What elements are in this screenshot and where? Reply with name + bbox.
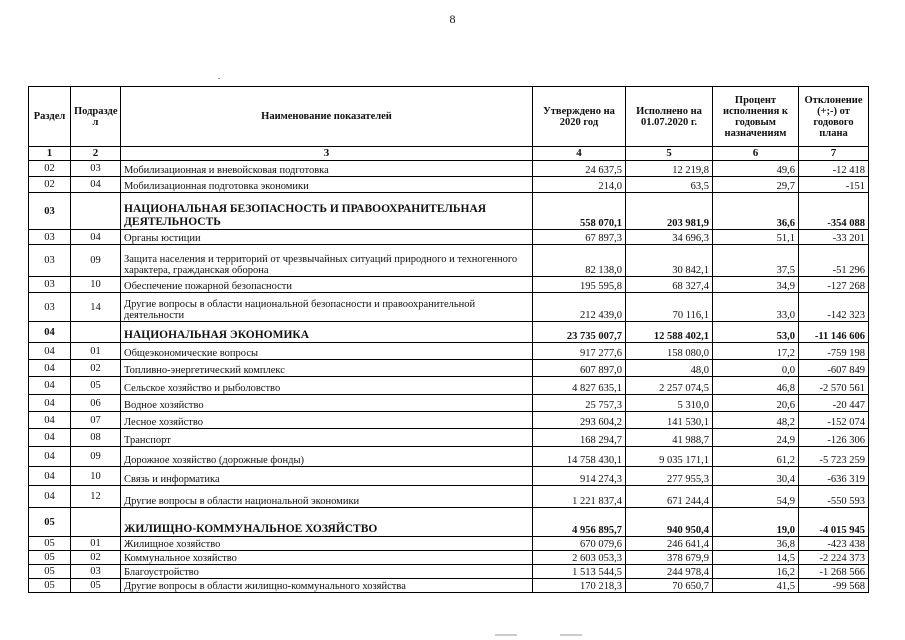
section-code-cell: 05 [29, 508, 71, 537]
section-code-cell: 04 [29, 377, 71, 395]
column-number: 4 [533, 147, 626, 161]
indicator-name-cell: Обеспечение пожарной безопасности [121, 277, 533, 293]
subsection-code-cell: 03 [71, 565, 121, 579]
deviation-cell: -1 268 566 [799, 565, 869, 579]
executed-amount-cell: 203 981,9 [626, 193, 713, 230]
executed-amount-cell: 5 310,0 [626, 395, 713, 412]
approved-amount-cell: 14 758 430,1 [533, 447, 626, 467]
scan-speck [218, 78, 220, 79]
column-number: 7 [799, 147, 869, 161]
header-name: Наименование показателей [121, 87, 533, 147]
percent-cell: 36,8 [713, 537, 799, 551]
executed-amount-cell: 30 842,1 [626, 245, 713, 277]
page-number: 8 [449, 12, 456, 26]
approved-amount-cell: 25 757,3 [533, 395, 626, 412]
subsection-code-cell [71, 193, 121, 230]
scan-mark [495, 634, 517, 636]
approved-amount-cell: 914 274,3 [533, 467, 626, 486]
deviation-cell: -33 201 [799, 230, 869, 245]
table-row [29, 177, 869, 193]
indicator-name-cell: Другие вопросы в области жилищно-коммунального хозяйства [121, 579, 533, 593]
table-row [29, 551, 869, 565]
section-code-cell: 04 [29, 412, 71, 429]
approved-amount-cell: 1 513 544,5 [533, 565, 626, 579]
deviation-cell: -5 723 259 [799, 447, 869, 467]
percent-cell: 24,9 [713, 429, 799, 447]
table-row [29, 579, 869, 593]
executed-amount-cell: 34 696,3 [626, 230, 713, 245]
section-row [29, 322, 869, 343]
table-row [29, 537, 869, 551]
indicator-name-cell: Органы юстиции [121, 230, 533, 245]
indicator-name-cell: Жилищное хозяйство [121, 537, 533, 551]
indicator-name-cell: Защита населения и территорий от чрезвычайных ситуаций природного и техногенного характера, гражданская оборона [121, 245, 533, 277]
subsection-code-cell [71, 322, 121, 343]
table-row [29, 277, 869, 293]
header-deviation: Отклонение (+;-) от годового плана [799, 87, 869, 147]
table-row [29, 565, 869, 579]
scan-mark [560, 634, 582, 636]
deviation-cell: -550 593 [799, 486, 869, 508]
indicator-name-cell: Топливно-энергетический комплекс [121, 360, 533, 377]
executed-amount-cell: 9 035 171,1 [626, 447, 713, 467]
subsection-code-cell: 05 [71, 579, 121, 593]
subsection-code-cell: 01 [71, 343, 121, 360]
section-code-cell: 03 [29, 230, 71, 245]
section-code-cell: 03 [29, 277, 71, 293]
section-code-cell: 04 [29, 486, 71, 508]
header-subsection: Подразде л [71, 87, 121, 147]
indicator-name-cell: Мобилизационная и вневойсковая подготовка [121, 161, 533, 177]
executed-amount-cell: 141 530,1 [626, 412, 713, 429]
subsection-code-cell: 04 [71, 177, 121, 193]
percent-cell: 14,5 [713, 551, 799, 565]
deviation-cell: -423 438 [799, 537, 869, 551]
executed-amount-cell: 378 679,9 [626, 551, 713, 565]
percent-cell: 20,6 [713, 395, 799, 412]
section-code-cell: 05 [29, 565, 71, 579]
section-code-cell: 04 [29, 343, 71, 360]
header-approved: Утверждено на 2020 год [533, 87, 626, 147]
deviation-cell: -759 198 [799, 343, 869, 360]
approved-amount-cell: 917 277,6 [533, 343, 626, 360]
percent-cell: 19,0 [713, 508, 799, 537]
section-row [29, 508, 869, 537]
deviation-cell: -152 074 [799, 412, 869, 429]
table-row [29, 343, 869, 360]
subsection-code-cell: 02 [71, 551, 121, 565]
section-code-cell: 02 [29, 177, 71, 193]
indicator-name-cell: Связь и информатика [121, 467, 533, 486]
section-code-cell: 03 [29, 293, 71, 322]
deviation-cell: -354 088 [799, 193, 869, 230]
percent-cell: 54,9 [713, 486, 799, 508]
approved-amount-cell: 195 595,8 [533, 277, 626, 293]
percent-cell: 36,6 [713, 193, 799, 230]
subsection-code-cell: 06 [71, 395, 121, 412]
section-code-cell: 04 [29, 447, 71, 467]
subsection-code-cell: 14 [71, 293, 121, 322]
deviation-cell: -142 323 [799, 293, 869, 322]
deviation-cell: -11 146 606 [799, 322, 869, 343]
deviation-cell: -127 268 [799, 277, 869, 293]
approved-amount-cell: 293 604,2 [533, 412, 626, 429]
section-code-cell: 04 [29, 467, 71, 486]
approved-amount-cell: 23 735 007,7 [533, 322, 626, 343]
executed-amount-cell: 246 641,4 [626, 537, 713, 551]
indicator-name-cell: Коммунальное хозяйство [121, 551, 533, 565]
percent-cell: 16,2 [713, 565, 799, 579]
deviation-cell: -636 319 [799, 467, 869, 486]
approved-amount-cell: 558 070,1 [533, 193, 626, 230]
percent-cell: 49,6 [713, 161, 799, 177]
section-code-cell: 04 [29, 429, 71, 447]
table-row [29, 395, 869, 412]
column-number: 6 [713, 147, 799, 161]
executed-amount-cell: 940 950,4 [626, 508, 713, 537]
deviation-cell: -2 570 561 [799, 377, 869, 395]
executed-amount-cell: 12 588 402,1 [626, 322, 713, 343]
deviation-cell: -99 568 [799, 579, 869, 593]
executed-amount-cell: 277 955,3 [626, 467, 713, 486]
executed-amount-cell: 63,5 [626, 177, 713, 193]
indicator-name-cell: Другие вопросы в области национальной безопасности и правоохранительной деятельности [121, 293, 533, 322]
percent-cell: 46,8 [713, 377, 799, 395]
table-row [29, 293, 869, 322]
deviation-cell: -2 224 373 [799, 551, 869, 565]
indicator-name-cell: Лесное хозяйство [121, 412, 533, 429]
indicator-name-cell: Другие вопросы в области национальной экономики [121, 486, 533, 508]
table-row [29, 360, 869, 377]
section-code-cell: 05 [29, 579, 71, 593]
section-code-cell: 03 [29, 245, 71, 277]
subsection-code-cell: 12 [71, 486, 121, 508]
subsection-code-cell: 10 [71, 467, 121, 486]
percent-cell: 41,5 [713, 579, 799, 593]
subsection-code-cell: 10 [71, 277, 121, 293]
column-number: 1 [29, 147, 71, 161]
percent-cell: 61,2 [713, 447, 799, 467]
budget-execution-table [28, 86, 869, 593]
column-number: 2 [71, 147, 121, 161]
indicator-name-cell: ЖИЛИЩНО-КОММУНАЛЬНОЕ ХОЗЯЙСТВО [121, 508, 533, 537]
approved-amount-cell: 168 294,7 [533, 429, 626, 447]
subsection-code-cell [71, 508, 121, 537]
approved-amount-cell: 4 827 635,1 [533, 377, 626, 395]
approved-amount-cell: 607 897,0 [533, 360, 626, 377]
percent-cell: 51,1 [713, 230, 799, 245]
indicator-name-cell: Водное хозяйство [121, 395, 533, 412]
deviation-cell: -12 418 [799, 161, 869, 177]
approved-amount-cell: 67 897,3 [533, 230, 626, 245]
deviation-cell: -51 296 [799, 245, 869, 277]
indicator-name-cell: НАЦИОНАЛЬНАЯ БЕЗОПАСНОСТЬ И ПРАВООХРАНИТЕЛЬНАЯ ДЕЯТЕЛЬНОСТЬ [121, 193, 533, 230]
indicator-name-cell: Дорожное хозяйство (дорожные фонды) [121, 447, 533, 467]
section-code-cell: 03 [29, 193, 71, 230]
section-code-cell: 04 [29, 395, 71, 412]
header-section: Раздел [29, 87, 71, 147]
table-row [29, 467, 869, 486]
executed-amount-cell: 158 080,0 [626, 343, 713, 360]
deviation-cell: -4 015 945 [799, 508, 869, 537]
subsection-code-cell: 08 [71, 429, 121, 447]
table-row [29, 429, 869, 447]
column-number-row [29, 147, 869, 161]
approved-amount-cell: 1 221 837,4 [533, 486, 626, 508]
approved-amount-cell: 2 603 053,3 [533, 551, 626, 565]
executed-amount-cell: 671 244,4 [626, 486, 713, 508]
section-code-cell: 04 [29, 360, 71, 377]
percent-cell: 33,0 [713, 293, 799, 322]
approved-amount-cell: 214,0 [533, 177, 626, 193]
indicator-name-cell: Благоустройство [121, 565, 533, 579]
indicator-name-cell: Мобилизационная подготовка экономики [121, 177, 533, 193]
percent-cell: 29,7 [713, 177, 799, 193]
approved-amount-cell: 4 956 895,7 [533, 508, 626, 537]
executed-amount-cell: 2 257 074,5 [626, 377, 713, 395]
section-code-cell: 05 [29, 537, 71, 551]
table-row [29, 230, 869, 245]
deviation-cell: -126 306 [799, 429, 869, 447]
indicator-name-cell: Общеэкономические вопросы [121, 343, 533, 360]
deviation-cell: -151 [799, 177, 869, 193]
executed-amount-cell: 68 327,4 [626, 277, 713, 293]
subsection-code-cell: 02 [71, 360, 121, 377]
approved-amount-cell: 670 079,6 [533, 537, 626, 551]
table-body [29, 161, 869, 593]
subsection-code-cell: 04 [71, 230, 121, 245]
percent-cell: 34,9 [713, 277, 799, 293]
percent-cell: 17,2 [713, 343, 799, 360]
table-row [29, 486, 869, 508]
executed-amount-cell: 70 116,1 [626, 293, 713, 322]
table-row [29, 377, 869, 395]
approved-amount-cell: 24 637,5 [533, 161, 626, 177]
header-percent: Процент исполнения к годовым назначениям [713, 87, 799, 147]
indicator-name-cell: НАЦИОНАЛЬНАЯ ЭКОНОМИКА [121, 322, 533, 343]
approved-amount-cell: 170 218,3 [533, 579, 626, 593]
subsection-code-cell: 09 [71, 245, 121, 277]
executed-amount-cell: 70 650,7 [626, 579, 713, 593]
percent-cell: 53,0 [713, 322, 799, 343]
deviation-cell: -607 849 [799, 360, 869, 377]
table-row [29, 447, 869, 467]
section-code-cell: 04 [29, 322, 71, 343]
table-row [29, 412, 869, 429]
percent-cell: 37,5 [713, 245, 799, 277]
table-row [29, 161, 869, 177]
section-row [29, 193, 869, 230]
column-number: 3 [121, 147, 533, 161]
approved-amount-cell: 212 439,0 [533, 293, 626, 322]
table-row [29, 245, 869, 277]
indicator-name-cell: Сельское хозяйство и рыболовство [121, 377, 533, 395]
subsection-code-cell: 07 [71, 412, 121, 429]
header-row [29, 87, 869, 147]
executed-amount-cell: 41 988,7 [626, 429, 713, 447]
executed-amount-cell: 12 219,8 [626, 161, 713, 177]
section-code-cell: 05 [29, 551, 71, 565]
executed-amount-cell: 244 978,4 [626, 565, 713, 579]
deviation-cell: -20 447 [799, 395, 869, 412]
column-number: 5 [626, 147, 713, 161]
percent-cell: 0,0 [713, 360, 799, 377]
subsection-code-cell: 03 [71, 161, 121, 177]
percent-cell: 30,4 [713, 467, 799, 486]
header-executed: Исполнено на 01.07.2020 г. [626, 87, 713, 147]
indicator-name-cell: Транспорт [121, 429, 533, 447]
subsection-code-cell: 01 [71, 537, 121, 551]
subsection-code-cell: 09 [71, 447, 121, 467]
executed-amount-cell: 48,0 [626, 360, 713, 377]
percent-cell: 48,2 [713, 412, 799, 429]
section-code-cell: 02 [29, 161, 71, 177]
approved-amount-cell: 82 138,0 [533, 245, 626, 277]
subsection-code-cell: 05 [71, 377, 121, 395]
